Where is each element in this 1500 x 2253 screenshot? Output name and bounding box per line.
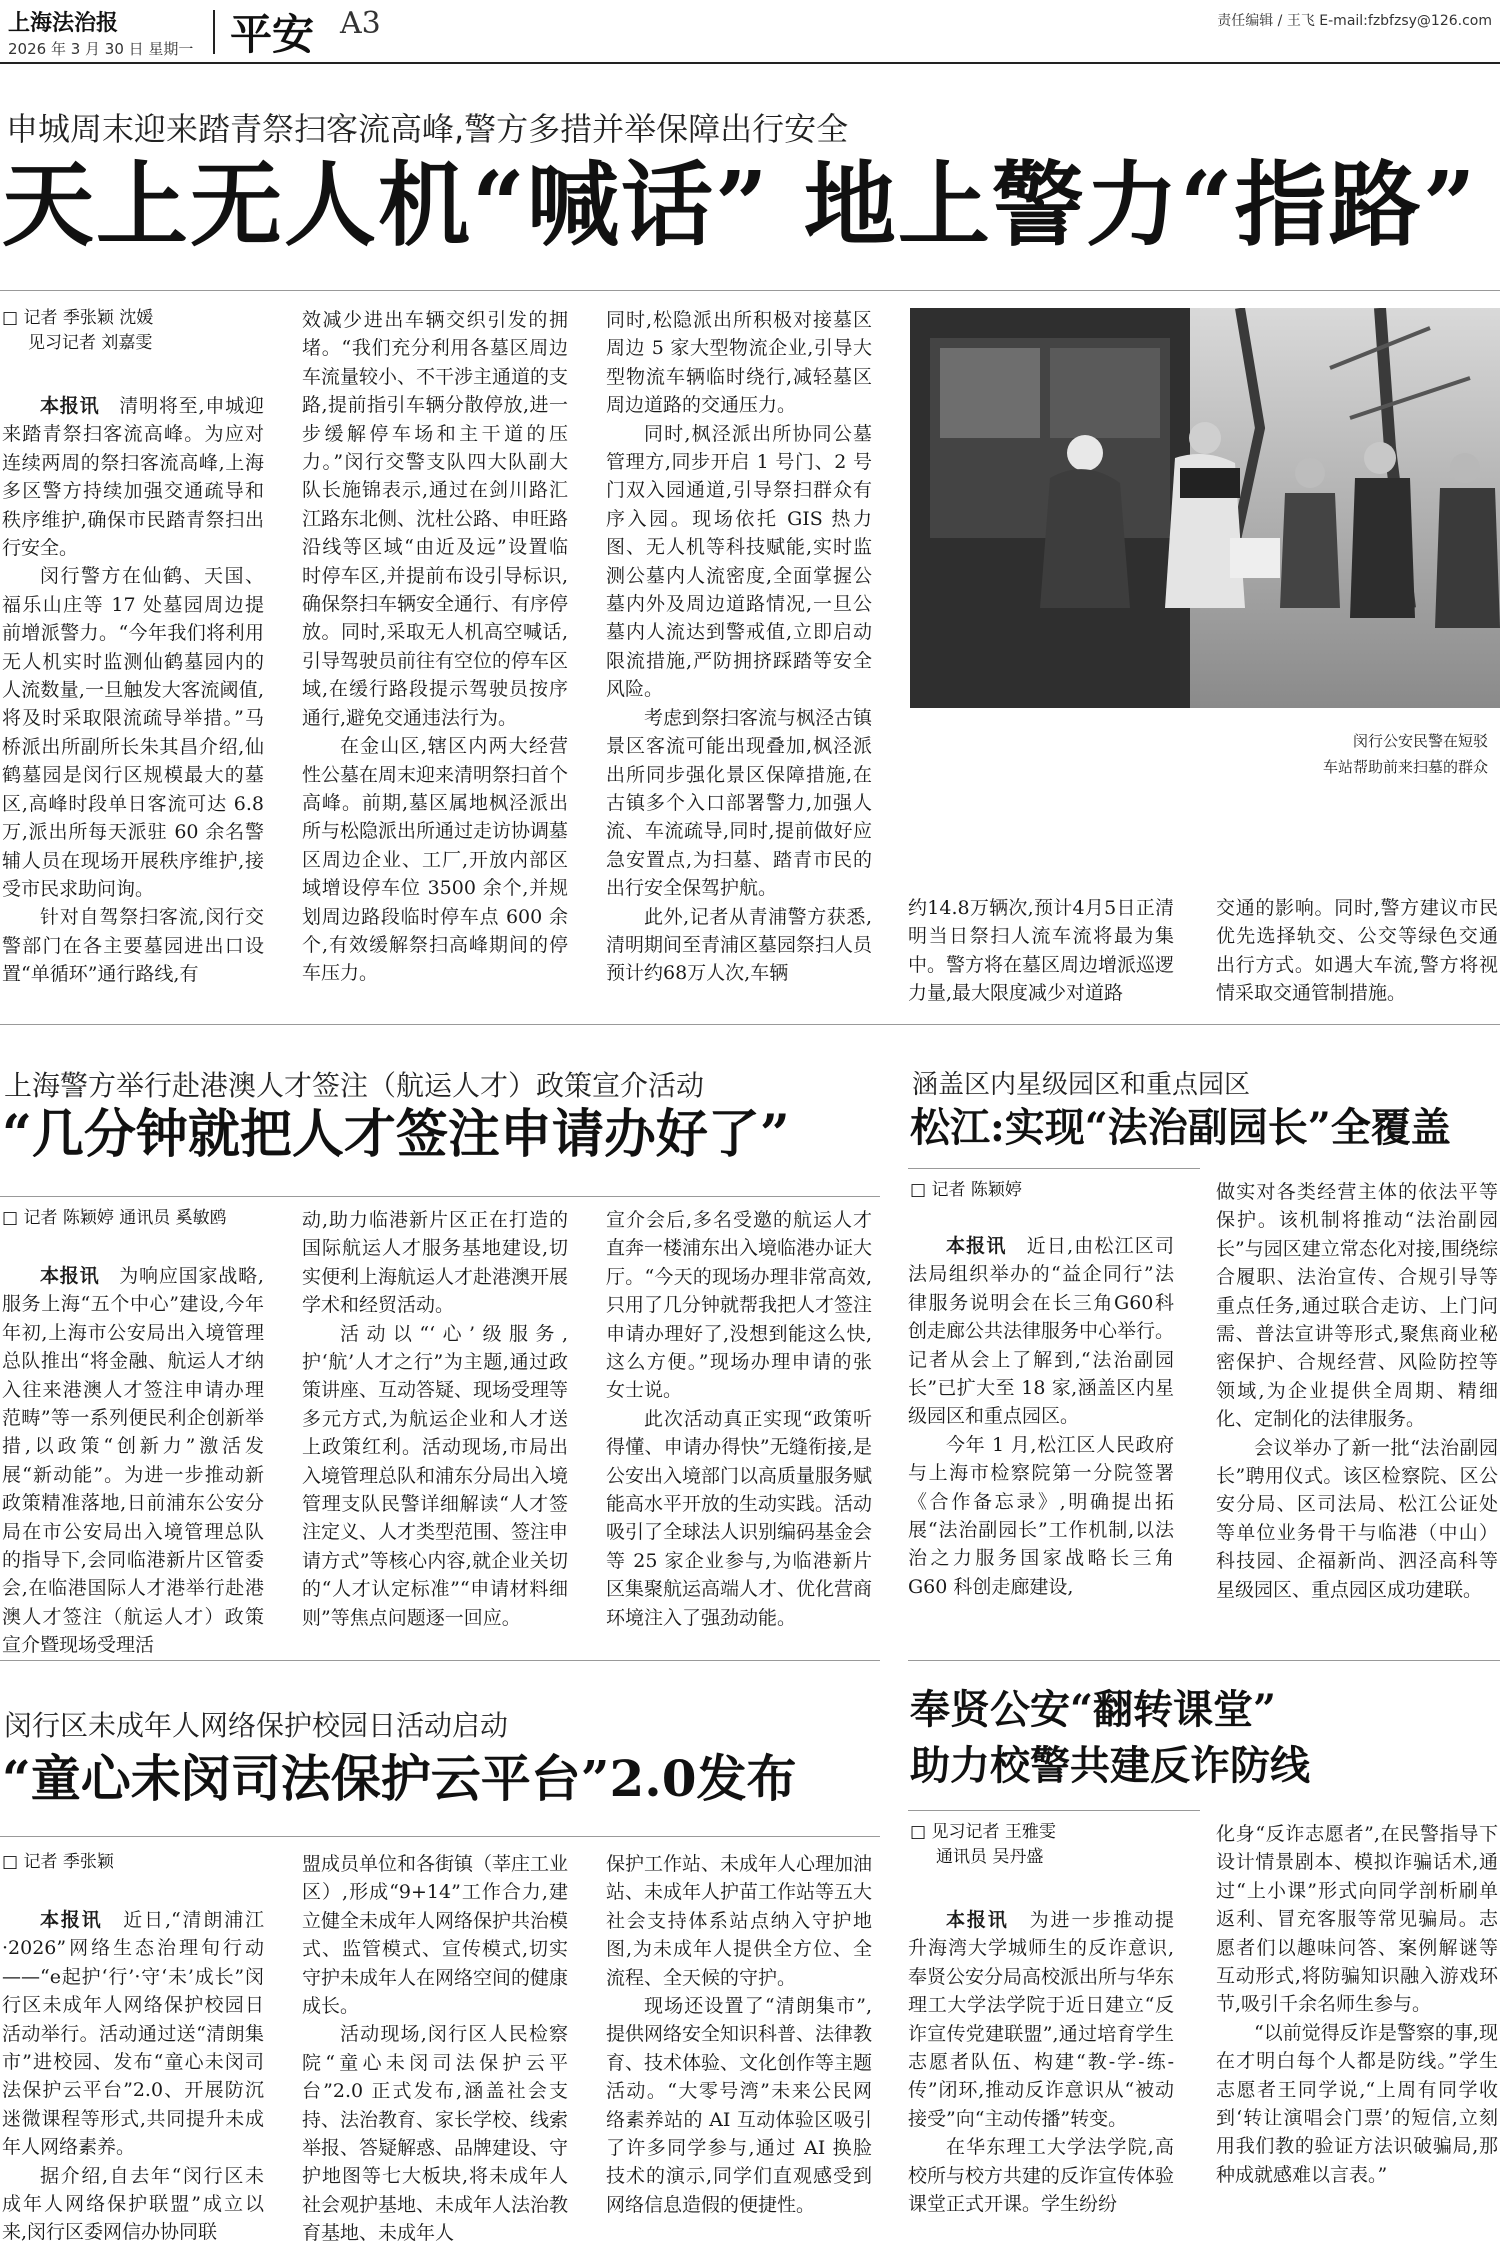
photo-caption [1323, 728, 1488, 780]
story3-rule [908, 1168, 1200, 1169]
story4-rule [0, 1836, 880, 1837]
lead-col5-para-1: 交通的影响。同时,警方建议市民优先选择轨交、公交等绿色交通出行方式。如遇大车流,警方将视情采取交通管制措施。 [1216, 897, 1498, 1005]
story5-col1-para-2: 在华东理工大学法学院,高校所与校方共建的反诈宣传体验课堂正式开课。学生纷纷 [908, 2136, 1175, 2216]
story4-byline: □ 记者 季张颖 [2, 1852, 114, 1872]
masthead-divider [213, 10, 215, 54]
lead-photo [910, 308, 1500, 848]
story5-headline-line-1: 奉贤公安“翻转课堂” [910, 1686, 1277, 1733]
lead-col3-para-4: 此外,记者从青浦警方获悉,清明期间至青浦区墓园祭扫人员预计约68万人次,车辆 [606, 905, 873, 985]
story5-headline [910, 1682, 1310, 1794]
story3-col1-para-2: 今年 1 月,松江区人民政府与上海市检察院第一分院签署《合作备忘录》,明确提出拓展“法治副园长”工作机制,以法治之力服务国家战略长三角 G60 科创走廊建设, [908, 1433, 1174, 1598]
lead-headline: 天上无人机“喊话” 地上警力“指路” [2, 151, 1478, 259]
paper-name: 上海法治报 [8, 10, 119, 36]
story5-byline-2: 通讯员 吴丹盛 [936, 1847, 1044, 1867]
story3-col-1 [908, 1232, 1174, 1601]
story4-col1-para-2: 据介绍,自去年“闵行区未成年人网络保护联盟”成立以来,闵行区委网信办协同联 [2, 2164, 264, 2244]
story2-col3-para-2: 此次活动真正实现“政策听得懂、申请办得快”无缝衔接,是公安出入境部门以高质量服务赋能高水平开放的生动实践。活动吸引了全球法人识别编码基金会等 25 家企业参与,为临港新片区集聚航运高端人才、优化营商环境注入了强劲动能。 [606, 1407, 873, 1629]
story5-col-1 [908, 1906, 1174, 2218]
story2-col2-para-1: 动,助力临港新片区正在打造的国际航运人才服务基地建设,切实便利上海航运人才赴港澳开展学术和经贸活动。 [302, 1209, 569, 1317]
story3-col1-para-1: 本报讯 近日,由松江区司法局组织举办的“益企同行”法律服务说明会在长三角G60科创走廊公共法律服务中心举行。记者从会上了解到,“法治副园长”已扩大至 18 家,涵盖区内星级园区和重点园区。 [908, 1235, 1175, 1428]
lead-col3-para-2: 同时,枫泾派出所协同公墓管理方,同步开启 1 号门、2 号门双入园通道,引导祭扫群众有序入园。现场依托 GIS 热力图、无人机等科技赋能,实时监测公墓内人流密度,全面掌握公墓内外及周边道路情况,一旦公墓内人流达到警戒值,立即启动限流措施,严防拥挤踩踏等安全风险。 [606, 422, 872, 701]
story2-byline: □ 记者 陈颖婷 通讯员 奚敏鸥 [2, 1208, 227, 1228]
story2-rule [0, 1196, 880, 1197]
lead-col1-para-3: 针对自驾祭扫客流,闵行交警部门在各主要墓园进出口设置“单循环”通行路线,有 [2, 906, 264, 986]
page-number: A3 [340, 6, 381, 41]
lead-col4-para-1: 约14.8万辆次,预计4月5日正清明当日祭扫人流车流将最为集中。警方将在墓区周边增派巡逻力量,最大限度减少对道路 [908, 897, 1175, 1005]
story2-headline: “几分钟就把人才签注申请办好了” [2, 1104, 790, 1165]
lead-col2-para-2: 在金山区,辖区内两大经营性公墓在周末迎来清明祭扫首个高峰。前期,墓区属地枫泾派出所与松隐派出所通过走访协调墓区周边企业、工厂,开放内部区域增设停车位 3500 余个,并规划周边路段临时停车点 600 余个,有效缓解祭扫高峰期间的停车压力。 [302, 735, 569, 985]
story2-kicker: 上海警方举行赴港澳人才签注（航运人才）政策宣介活动 [4, 1069, 705, 1102]
story4-col3-para-1: 保护工作站、未成年人心理加油站、未成年人护苗工作站等五大社会支持体系站点纳入守护地图,为未成年人提供全方位、全流程、全天候的守护。 [606, 1853, 873, 1989]
story2-col2-para-2: 活动以“‘心’级服务,护‘航’人才之行”为主题,通过政策讲座、互动答疑、现场受理等多元方式,为航运企业和人才送上政策红利。活动现场,市局出入境管理总队和浦东分局出入境管理支队民警详细解读“人才签注定义、人才类型范围、签注申请方式”等核心内容,就企业关切的“人才认定标准”“申请材料细则”等焦点问题逐一回应。 [302, 1322, 569, 1629]
lead-byline-1: □ 记者 季张颖 沈媛 [2, 308, 154, 328]
story3-col2-para-1: 做实对各类经营主体的依法平等保护。该机制将推动“法治副园长”与园区建立常态化对接,围绕综合履职、法治宣传、合规引导等重点任务,通过联合走访、上门问需、普法宣讲等形式,聚焦商业秘密保护、合规经营、风险防控等领域,为企业提供全周期、精细化、定制化的法律服务。 [1216, 1181, 1498, 1431]
editor-info: 责任编辑 / 王飞 E-mail:fzbfzsy@126.com [1217, 13, 1492, 29]
story3-kicker: 涵盖区内星级园区和重点园区 [912, 1070, 1251, 1100]
lead-byline-2: 见习记者 刘嘉雯 [28, 333, 153, 353]
lead-col-1 [2, 392, 264, 989]
story4-col2-para-2: 活动现场,闵行区人民检察院“童心未闵司法保护云平台”2.0 正式发布,涵盖社会支持、法治教育、家长学校、线索举报、答疑解惑、品牌建设、守护地图等七大板块,将未成年人社会观护基地、未成年人法治教育基地、未成年人 [302, 2023, 569, 2245]
lead-col1-para-2: 闵行警方在仙鹤、天国、福乐山庄等 17 处墓园周边提前增派警力。“今年我们将利用无人机实时监测仙鹤墓园内的人流数量,一旦触发大客流阈值,将及时采取限流疏导举措。”马桥派出所副所长朱其昌介绍,仙鹤墓园是闵行区规模最大的墓区,高峰时段单日客流可达 6.8 万,派出所每天派驻 60 余名警辅人员在现场开展秩序维护,接受市民求助问询。 [2, 565, 264, 900]
story3-col2-para-2: 会议举办了新一批“法治副园长”聘用仪式。该区检察院、区公安分局、区司法局、松江公证处等单位业务骨干与临港（中山）科技园、企福新尚、泗泾高科等星级园区、重点园区成功建联。 [1216, 1436, 1498, 1601]
story4-col-1 [2, 1906, 264, 2247]
story4-col-2 [302, 1850, 568, 2248]
section-name: 平安 [230, 10, 315, 59]
lead-col-4 [908, 894, 1174, 1008]
story4-headline: “童心未闵司法保护云平台”2.0发布 [2, 1749, 797, 1808]
issue-date: 2026 年 3 月 30 日 星期一 [8, 40, 194, 58]
story3-headline: 松江:实现“法治副园长”全覆盖 [910, 1104, 1451, 1151]
section-rule-3 [908, 1660, 1500, 1661]
story4-col-3 [606, 1850, 872, 2219]
lead-byline [2, 306, 292, 356]
lead-col-5 [1216, 894, 1498, 1008]
photo-overlay-title: 疏导 [930, 708, 1230, 847]
story5-byline-1: □ 见习记者 王雅雯 [910, 1822, 1056, 1842]
section-rule-1 [0, 1024, 1500, 1025]
story2-col1-para-1: 本报讯 为响应国家战略,服务上海“五个中心”建设,今年年初,上海市公安局出入境管理总队推出“将金融、航运人才纳入往来港澳人才签注申请办理范畴”等一系列便民利企创新举措,以政策“创新力”激活发展“新动能”。为进一步推动新政策精准落地,日前浦东公安分局在市公安局出入境管理总队的指导下,会同临港新片区管委会,在临港国际人才港举行赴港澳人才签注（航运人才）政策宣介暨现场受理活 [2, 1265, 264, 1657]
story4-col1-para-1: 本报讯 近日,“清朗浦江·2026”网络生态治理旬行动——“e起护‘行’·守‘未’成长”闵行区未成年人网络保护校园日活动举行。活动通过送“清朗集市”进校园、发布“童心未闵司法保护云平台”2.0、开展防沉迷微课程等形式,共同提升未成年人网络素养。 [2, 1909, 264, 2159]
story4-kicker: 闵行区未成年人网络保护校园日活动启动 [4, 1709, 509, 1742]
story4-col3-para-2: 现场还设置了“清朗集市”,提供网络安全知识科普、法律教育、技术体验、文化创作等主题活动。“大零号湾”未来公民网络素养站的 AI 互动体验区吸引了许多同学参与,通过 AI 换脸技术的演示,同学们直观感受到网络信息造假的便捷性。 [606, 1995, 873, 2216]
story2-col-1 [2, 1262, 264, 1660]
lead-col1-para-1: 本报讯 清明将至,申城迎来踏青祭扫客流高峰。为应对连续两周的祭扫客流高峰,上海多区警方持续加强交通疏导和秩序维护,确保市民踏青祭扫出行安全。 [2, 395, 264, 560]
story5-col-2 [1216, 1820, 1498, 2189]
lead-col-2 [302, 306, 568, 988]
story2-col-2 [302, 1206, 568, 1632]
story3-col-2 [1216, 1178, 1498, 1604]
story2-col-3 [606, 1206, 872, 1632]
lead-col2-para-1: 效减少进出车辆交织引发的拥堵。“我们充分利用各墓区周边车流量较小、不干涉主通道的支路,提前指引车辆分散停放,进一步缓解停车场和主干道的压力。”闵行交警支队四大队副大队长施锦表示,通过在剑川路汇江路东北侧、沈杜公路、申旺路沿线等区域“由近及远”设置临时停车区,并提前布设引导标识,确保祭扫车辆安全通行、有序停放。同时,采取无人机高空喊话,引导驾驶员前往有空位的停车区域,在缓行路段提示驾驶员按序通行,避免交通违法行为。 [302, 309, 569, 729]
lead-kicker: 申城周末迎来踏青祭扫客流高峰,警方多措并举保障出行安全 [6, 110, 849, 148]
story5-headline-line-2: 助力校警共建反诈防线 [910, 1742, 1310, 1789]
photo-caption-line-1: 闵行公安民警在短驳 [1352, 732, 1488, 750]
lead-rule [0, 290, 1500, 291]
story5-rule [908, 1810, 1200, 1811]
story2-col3-para-1: 宣介会后,多名受邀的航运人才直奔一楼浦东出入境临港办证大厅。“今天的现场办理非常高效,只用了几分钟就帮我把人才签注申请办理好了,没想到能这么快,这么方便。”现场办理申请的张女士说。 [606, 1209, 873, 1402]
lead-col3-para-1: 同时,松隐派出所积极对接墓区周边 5 家大型物流企业,引导大型物流车辆临时绕行,减轻墓区周边道路的交通压力。 [606, 309, 872, 417]
story5-col1-para-1: 本报讯 为进一步推动提升海湾大学城师生的反诈意识,奉贤公安分局高校派出所与华东理工大学法学院于近日建立“反诈宣传党建联盟”,通过培育学生志愿者队伍、构建“教-学-练-传”闭环,推动反诈意识从“被动接受”向“主动传播”转变。 [908, 1909, 1175, 2130]
story4-col2-para-1: 盟成员单位和各街镇（莘庄工业区）,形成“9+14”工作合力,建立健全未成年人网络保护共治模式、监管模式、宣传模式,切实守护未成年人在网络空间的健康成长。 [302, 1853, 569, 2018]
story5-byline [910, 1820, 1056, 1870]
masthead-rule [0, 62, 1500, 64]
lead-col3-para-3: 考虑到祭扫客流与枫泾古镇景区客流可能出现叠加,枫泾派出所同步强化景区保障措施,在古镇多个入口部署警力,加强人流、车流疏导,同时,提前做好应急安置点,为扫墓、踏青市民的出行安全保驾护航。 [606, 706, 873, 900]
section-rule-2 [0, 1660, 880, 1661]
story5-col2-para-1: 化身“反诈志愿者”,在民警指导下设计情景剧本、模拟诈骗话术,通过“上小课”形式向同学剖析刷单返利、冒充客服等常见骗局。志愿者们以趣味问答、案例解谜等互动形式,将防骗知识融入游戏环节,吸引千余名师生参与。 [1216, 1823, 1498, 2016]
story3-byline: □ 记者 陈颖婷 [910, 1180, 1022, 1200]
story5-col2-para-2: “以前觉得反诈是警察的事,现在才明白每个人都是防线。”学生志愿者王同学说,“上周有同学收到‘转让演唱会门票’的短信,立刻用我们教的验证方法识破骗局,那种成就感难以言表。” [1216, 2021, 1498, 2186]
photo-caption-line-2: 车站帮助前来扫墓的群众 [1322, 758, 1488, 776]
lead-col-3 [606, 306, 872, 988]
